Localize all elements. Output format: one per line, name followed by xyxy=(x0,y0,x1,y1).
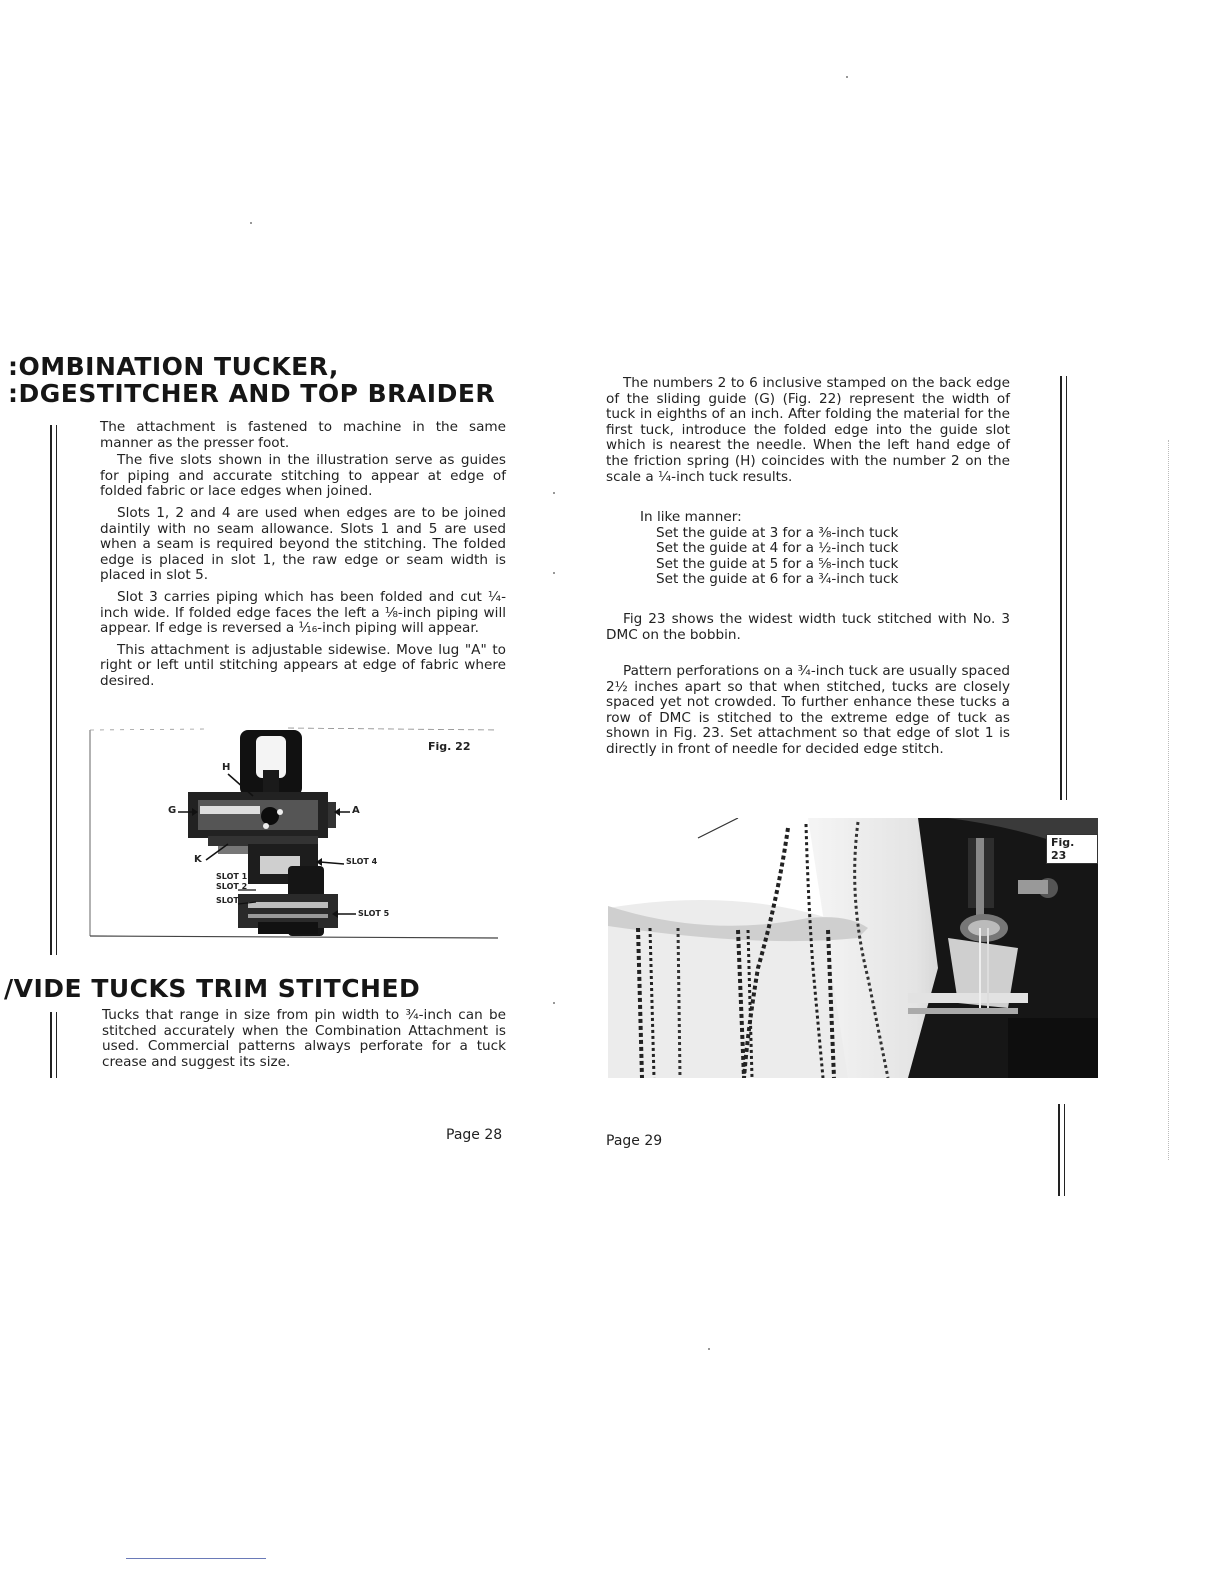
tuck-settings-list xyxy=(640,510,940,588)
margin-rule-right-2 xyxy=(1066,376,1067,800)
list-item: Set the guide at 3 for a ⅜-inch tuck xyxy=(656,524,899,541)
figure-22 xyxy=(88,726,502,940)
callout-h: H xyxy=(222,762,231,773)
margin-rule-left-1 xyxy=(50,425,52,955)
margin-rule-left-2 xyxy=(56,425,57,955)
callout-g: G xyxy=(168,805,177,816)
scan-speck xyxy=(250,222,252,224)
scan-speck xyxy=(846,76,848,78)
scan-edge-dots xyxy=(1168,440,1170,1160)
page-number-right: Page 29 xyxy=(606,1133,663,1149)
scan-speck xyxy=(708,1348,710,1350)
callout-slot-1: SLOT 1 xyxy=(216,872,248,881)
callout-slot-3: SLOT xyxy=(216,896,239,905)
list-item: Set the guide at 4 for a ½-inch tuck xyxy=(656,540,899,557)
margin-rule-right-4 xyxy=(1064,1104,1065,1196)
margin-rule-right-1 xyxy=(1060,376,1062,800)
right-body-text xyxy=(606,376,1010,485)
stitched-tucks-photo xyxy=(608,818,1098,1078)
callout-a: A xyxy=(352,805,360,816)
section-heading-line-2: :DGESTITCHER AND TOP BRAIDER xyxy=(8,379,496,408)
callout-slot-2: SLOT 2 xyxy=(216,882,248,891)
list-intro: In like manner: xyxy=(640,509,742,525)
paragraph: The numbers 2 to 6 inclusive stamped on the back edge of the sliding guide (G) (Fig. 22) represent the width of tuck in eighths of an inch. After folding the material for the first tuck, introduce the folded edge into the guide slot which is nearest the needle. When the left hand edge of the friction spring (H) coincides with the number 2 on the scale a ¼-inch tuck results. xyxy=(606,375,1010,485)
callout-slot-4: SLOT 4 xyxy=(346,857,378,866)
scan-speck xyxy=(553,492,555,494)
margin-rule-right-3 xyxy=(1058,1104,1060,1196)
paragraph: The attachment is fastened to machine in the same manner as the presser foot. xyxy=(100,419,506,451)
margin-rule-left-3 xyxy=(50,1012,52,1078)
figure-23-label: Fig. 23 xyxy=(1046,834,1098,864)
combination-attachment-illustration xyxy=(88,726,502,940)
paragraph: This attachment is adjustable sidewise. Move lug "A" to right or left until stitching appears at edge of fabric where desired. xyxy=(100,641,506,689)
list-item: Set the guide at 6 for a ¾-inch tuck xyxy=(656,571,899,588)
callout-slot-5: SLOT 5 xyxy=(358,909,390,918)
left-body-text-2 xyxy=(102,1008,506,1070)
figure-23-photo xyxy=(608,818,1098,1078)
margin-rule-left-4 xyxy=(56,1012,57,1078)
right-body-text-3 xyxy=(606,664,1010,758)
paragraph: Slot 3 carries piping which has been folded and cut ¼-inch wide. If folded edge faces the left a ⅛-inch piping will appear. If edge is reversed a ¹⁄₁₆-inch piping will appear. xyxy=(100,588,506,637)
section-heading-line-1: :OMBINATION TUCKER, xyxy=(8,352,339,381)
callout-k: K xyxy=(194,854,202,865)
paragraph: Pattern perforations on a ¾-inch tuck are usually spaced 2½ inches apart so that when stitched, tucks are closely spaced yet not crowded. To further enhance these tucks a row of DMC is stitched to the extreme edge of tuck as shown in Fig. 23. Set attachment so that edge of slot 1 is directly in front of needle for decided edge stitch. xyxy=(606,663,1010,757)
left-body-text xyxy=(100,420,506,690)
section-heading-wide-tucks: /VIDE TUCKS TRIM STITCHED xyxy=(4,974,421,1003)
right-body-text-2 xyxy=(606,612,1010,643)
paragraph: Slots 1, 2 and 4 are used when edges are to be joined daintily with no seam allowance. Slots 1 and 5 are used when a seam is required beyond the stitching. The folded edge is placed in slot 1, the raw edge or seam width is placed in slot 5. xyxy=(100,504,506,584)
paragraph: The five slots shown in the illustration serve as guides for piping and accurate stitching to appear at edge of folded fabric or lace edges when joined. xyxy=(100,452,506,500)
scan-speck xyxy=(553,1002,555,1004)
list-item: Set the guide at 5 for a ⅝-inch tuck xyxy=(656,555,899,572)
scan-edge-line xyxy=(126,1558,266,1559)
page-number-left: Page 28 xyxy=(446,1127,503,1143)
paragraph: Fig 23 shows the widest width tuck stitched with No. 3 DMC on the bobbin. xyxy=(606,611,1010,643)
paragraph: Tucks that range in size from pin width to ¾-inch can be stitched accurately when the Combination Attachment is used. Commercial patterns always perforate for a tuck crease and suggest its size. xyxy=(102,1007,506,1070)
scan-speck xyxy=(553,572,555,574)
figure-22-label: Fig. 22 xyxy=(428,740,471,753)
